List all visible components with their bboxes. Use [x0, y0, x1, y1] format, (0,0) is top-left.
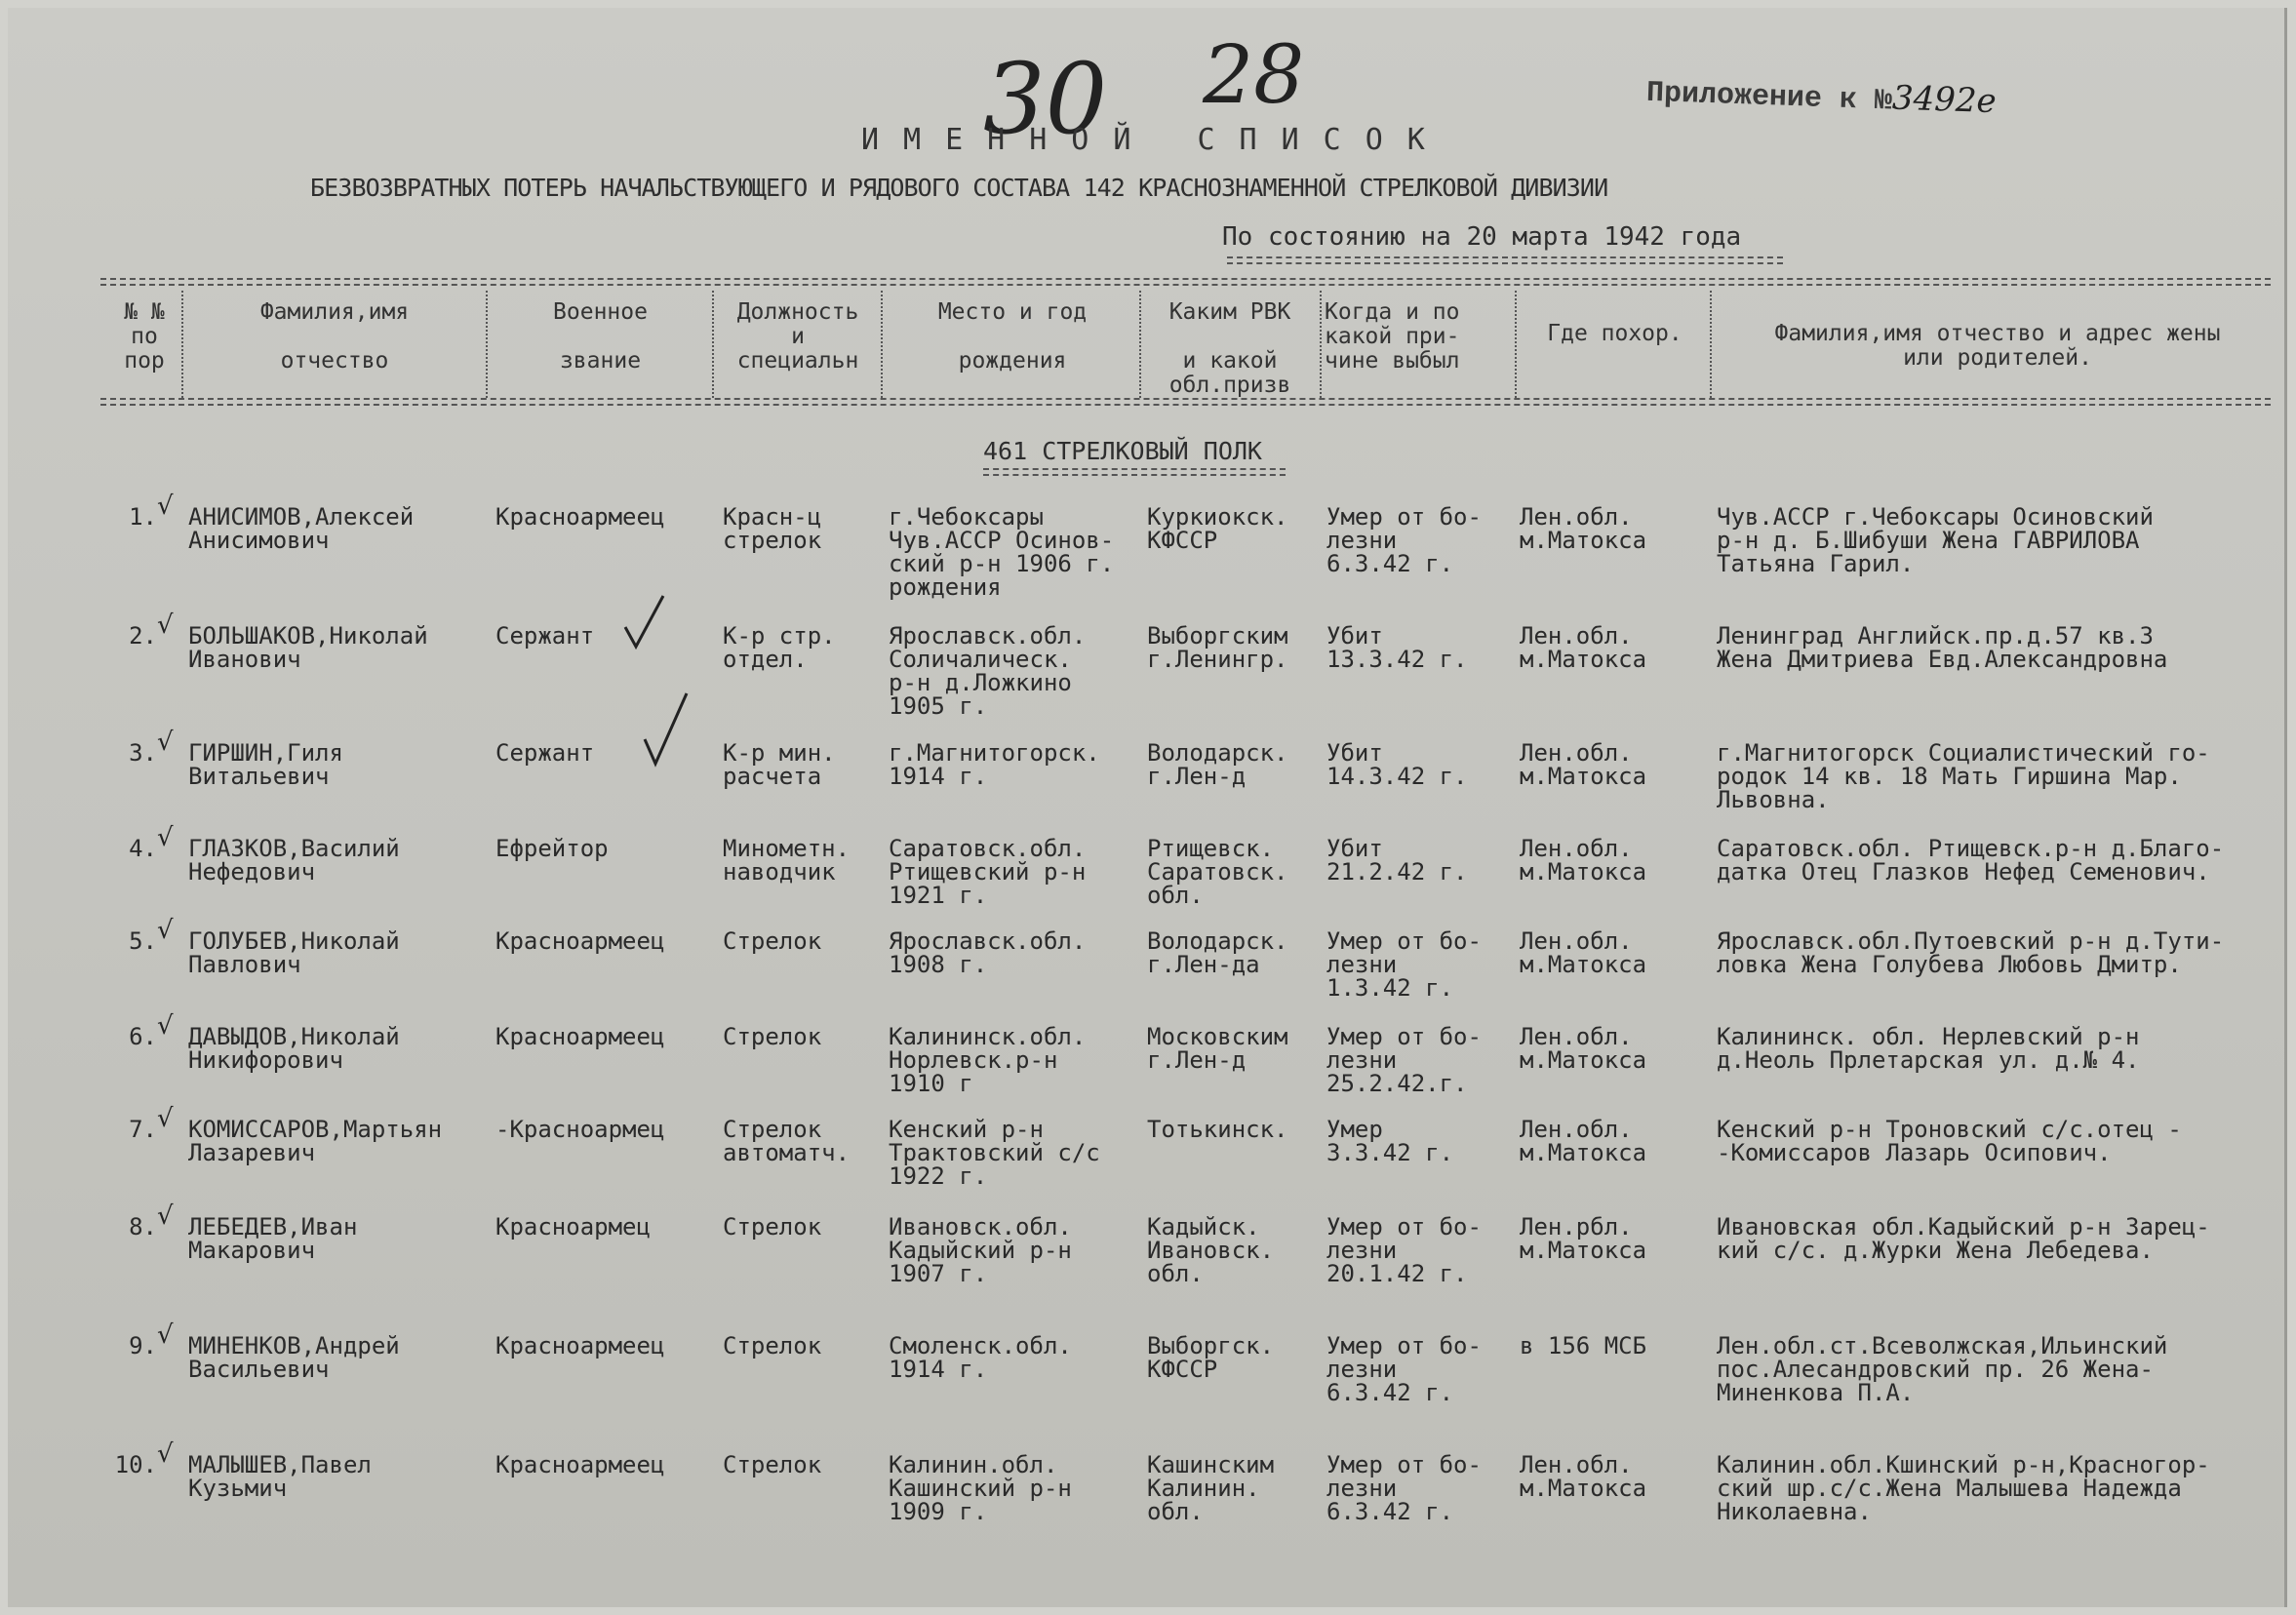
section-underline — [983, 468, 1286, 470]
cell-relative: Кенский р-н Троновский с/с.отец - -Комиссаров Лазарь Осипович. — [1717, 1116, 2182, 1166]
cell-name: МИНЕНКОВ,Андрей Васильевич — [188, 1332, 400, 1383]
cell-buried: Лен.обл. м.Матокса — [1520, 503, 1647, 554]
cell-position: К-р мин. расчета — [723, 739, 836, 790]
col-header-relative: Фамилия,имя отчество и адрес жены или родителей. — [1774, 321, 2221, 371]
cell-birth: Саратовск.обл. Ртищевский р-н 1921 г. — [889, 835, 1087, 909]
cell-rank: Красноармеец — [495, 1332, 665, 1359]
cell-rvk: Володарск. г.Лен-д — [1147, 739, 1288, 790]
cell-relative: Лен.обл.ст.Всеволжская,Ильинский пос.Алесандровский пр. 26 Жена- Миненкова П.А. — [1717, 1332, 2168, 1406]
cell-reason: Умер 3.3.42 г. — [1326, 1116, 1454, 1166]
cell-rank: Красноармеец — [495, 1451, 665, 1478]
col-separator — [881, 291, 883, 398]
cell-birth: Смоленск.обл. 1914 г. — [889, 1332, 1072, 1383]
checkmark-icon: √ — [157, 492, 174, 521]
cell-reason: Убит 14.3.42 г. — [1326, 739, 1468, 790]
cell-reason: Убит 13.3.42 г. — [1326, 622, 1468, 673]
cell-relative: Ярославск.обл.Путоевский р-н д.Тути- ловка Жена Голубева Любовь Дмитр. — [1717, 927, 2225, 978]
document-subtitle: БЕЗВОЗВРАТНЫХ ПОТЕРЬ НАЧАЛЬСТВУЮЩЕГО И РЯДОВОГО СОСТАВА 142 КРАСНОЗНАМЕННОЙ СТРЕЛКОВОЙ ДИВИЗИИ — [310, 174, 1608, 202]
cell-buried: Лен.обл. м.Матокса — [1520, 1451, 1647, 1502]
cell-reason: Умер от бо- лезни 20.1.42 г. — [1326, 1213, 1482, 1287]
cell-birth: г.Магнитогорск. 1914 г. — [889, 739, 1100, 790]
cell-num: 4. — [129, 835, 157, 862]
col-header-name: Фамилия,имя отчество — [259, 299, 410, 374]
cell-buried: Лен.обл. м.Матокса — [1520, 835, 1647, 886]
cell-name: АНИСИМОВ,Алексей Анисимович — [188, 503, 415, 554]
cell-relative: Ивановская обл.Кадыйский р-н Зарец- кий с/с. д.Журки Жена Лебедева. — [1717, 1213, 2210, 1264]
cell-rvk: Московским г.Лен-д — [1147, 1023, 1288, 1074]
cell-relative: Калининск. обл. Нерлевский р-н д.Неоль Прлетарская ул. д.№ 4. — [1717, 1023, 2140, 1074]
checkmark-icon: √ — [157, 916, 174, 945]
cell-num: 7. — [129, 1116, 157, 1143]
cell-rank: Красноармец — [495, 1213, 651, 1241]
cell-num: 2. — [129, 622, 157, 650]
cell-buried: Лен.рбл. м.Матокса — [1520, 1213, 1647, 1264]
cell-buried: Лен.обл. м.Матокса — [1520, 1116, 1647, 1166]
cell-num: 6. — [129, 1023, 157, 1050]
cell-birth: Ярославск.обл. 1908 г. — [889, 927, 1087, 978]
cell-reason: Умер от бо- лезни 6.3.42 г. — [1326, 503, 1482, 577]
cell-name: ГОЛУБЕВ,Николай Павлович — [188, 927, 400, 978]
handwritten-number-28: 28 — [1203, 29, 1305, 122]
col-separator — [486, 291, 488, 398]
cell-num: 3. — [129, 739, 157, 767]
checkmark-icon: √ — [157, 1104, 174, 1133]
cell-rvk: Кашинским Калинин. обл. — [1147, 1451, 1275, 1525]
cell-position: Стрелок — [723, 1451, 822, 1478]
cell-rvk: Тотькинск. — [1147, 1116, 1288, 1143]
col-header-rvk: Каким РВК и какой обл.призв — [1168, 299, 1291, 398]
cell-num: 8. — [129, 1213, 157, 1241]
cell-birth: Калининск.обл. Норлевск.р-н 1910 г — [889, 1023, 1087, 1097]
cell-rvk: Володарск. г.Лен-да — [1147, 927, 1288, 978]
cell-name: ГИРШИН,Гиля Витальевич — [188, 739, 343, 790]
stamp-label: Приложение к № — [1645, 76, 1893, 119]
cell-num: 5. — [129, 927, 157, 955]
cell-rank: Сержант — [495, 622, 595, 650]
cell-rank: Красноармеец — [495, 927, 665, 955]
date-underline — [1227, 256, 1783, 258]
cell-rank: -Красноармец — [495, 1116, 665, 1143]
cell-buried: Лен.обл. м.Матокса — [1520, 622, 1647, 673]
cell-buried: Лен.обл. м.Матокса — [1520, 739, 1647, 790]
cell-position: Стрелок автоматч. — [723, 1116, 851, 1166]
cell-position: Стрелок — [723, 1023, 822, 1050]
cell-birth: Калинин.обл. Кашинский р-н 1909 г. — [889, 1451, 1072, 1525]
handwritten-number-30: 30 — [983, 42, 1108, 156]
col-header-position: Должность и специальн — [736, 299, 859, 374]
cell-rank: Красноармеец — [495, 503, 665, 531]
cell-num: 1. — [129, 503, 157, 531]
cell-relative: Ленинград Английск.пр.д.57 кв.3 Жена Дмитриева Евд.Александровна — [1717, 622, 2168, 673]
cell-rvk: Ртищевск. Саратовск. обл. — [1147, 835, 1288, 909]
cell-name: ДАВЫДОВ,Николай Никифорович — [188, 1023, 400, 1074]
checkmark-icon: √ — [157, 611, 174, 640]
section-title: 461 СТРЕЛКОВЫЙ ПОЛК — [983, 437, 1262, 465]
col-header-buried: Где похор. — [1547, 321, 1682, 346]
cell-buried: в 156 МСБ — [1520, 1332, 1647, 1359]
cell-name: БОЛЬШАКОВ,Николай Иванович — [188, 622, 428, 673]
cell-birth: Ивановск.обл. Кадыйский р-н 1907 г. — [889, 1213, 1072, 1287]
appendix-stamp — [1645, 70, 1997, 122]
document-sheet — [8, 8, 2287, 1607]
cell-reason: Умер от бо- лезни 6.3.42 г. — [1326, 1332, 1482, 1406]
cell-buried: Лен.обл. м.Матокса — [1520, 1023, 1647, 1074]
cell-rank: Красноармеец — [495, 1023, 665, 1050]
document-title: ИМЕННОЙ СПИСОК — [861, 123, 1449, 157]
cell-reason: Убит 21.2.42 г. — [1326, 835, 1468, 886]
col-separator — [712, 291, 714, 398]
checkmark-icon: √ — [157, 1439, 174, 1469]
checkmark-icon: √ — [157, 728, 174, 757]
cell-reason: Умер от бо- лезни 25.2.42.г. — [1326, 1023, 1482, 1097]
cell-name: МАЛЫШЕВ,Павел Кузьмич — [188, 1451, 372, 1502]
cell-reason: Умер от бо- лезни 6.3.42 г. — [1326, 1451, 1482, 1525]
col-separator — [1139, 291, 1141, 398]
cell-position: Стрелок — [723, 927, 822, 955]
col-header-number: № № по пор — [124, 299, 165, 374]
col-header-birth: Место и год рождения — [937, 299, 1088, 374]
cell-relative: Саратовск.обл. Ртищевск.р-н д.Благо- датка Отец Глазков Нефед Семенович. — [1717, 835, 2225, 886]
cell-position: Красн-ц стрелок — [723, 503, 822, 554]
checkmark-icon: √ — [157, 823, 174, 852]
cell-rvk: Куркиокск. КФССР — [1147, 503, 1288, 554]
cell-rvk: Выборгск. КФССР — [1147, 1332, 1275, 1383]
checkmark-icon — [642, 690, 691, 768]
cell-position: Стрелок — [723, 1332, 822, 1359]
col-header-reason: Когда и по какой при- чине выбыл — [1325, 299, 1460, 374]
cell-name: ЛЕБЕДЕВ,Иван Макарович — [188, 1213, 358, 1264]
cell-birth: г.Чебоксары Чув.АССР Осинов- ский р-н 1906 г. рождения — [889, 503, 1115, 601]
cell-position: Стрелок — [723, 1213, 822, 1241]
col-separator — [1515, 291, 1517, 398]
stamp-number: 3492е — [1891, 78, 1998, 122]
col-separator — [1710, 291, 1712, 398]
cell-birth: Ярославск.обл. Соличалическ. р-н д.Ложкино 1905 г. — [889, 622, 1087, 720]
cell-rank: Сержант — [495, 739, 595, 767]
checkmark-icon — [622, 593, 666, 651]
cell-num: 10. — [114, 1451, 157, 1478]
col-separator — [1320, 291, 1322, 398]
cell-birth: Кенский р-н Трактовский с/с 1922 г. — [889, 1116, 1100, 1190]
checkmark-icon: √ — [157, 1320, 174, 1350]
cell-position: Минометн. наводчик — [723, 835, 851, 886]
cell-rvk: Кадыйск. Ивановск. обл. — [1147, 1213, 1275, 1287]
checkmark-icon: √ — [157, 1011, 174, 1041]
cell-name: КОМИССАРОВ,Мартьян Лазаревич — [188, 1116, 443, 1166]
cell-relative: Калинин.обл.Кшинский р-н,Красногор- ский шр.с/с.Жена Малышева Надежда Николаевна. — [1717, 1451, 2210, 1525]
cell-name: ГЛАЗКОВ,Василий Нефедович — [188, 835, 400, 886]
cell-reason: Умер от бо- лезни 1.3.42 г. — [1326, 927, 1482, 1002]
cell-rank: Ефрейтор — [495, 835, 609, 862]
cell-relative: г.Магнитогорск Социалистический го- родок 14 кв. 18 Мать Гиршина Мар. Львовна. — [1717, 739, 2210, 813]
cell-buried: Лен.обл. м.Матокса — [1520, 927, 1647, 978]
col-header-rank: Военное звание — [553, 299, 648, 374]
cell-rvk: Выборгским г.Ленингр. — [1147, 622, 1288, 673]
date-line: По состоянию на 20 марта 1942 года — [1222, 222, 1742, 252]
header-bottom-rule — [100, 398, 2271, 400]
checkmark-icon: √ — [157, 1201, 174, 1231]
cell-relative: Чув.АССР г.Чебоксары Осиновский р-н д. Б.Шибуши Жена ГАВРИЛОВА Татьяна Гарил. — [1717, 503, 2154, 577]
header-top-rule — [100, 278, 2271, 280]
cell-position: К-р стр. отдел. — [723, 622, 836, 673]
cell-num: 9. — [129, 1332, 157, 1359]
